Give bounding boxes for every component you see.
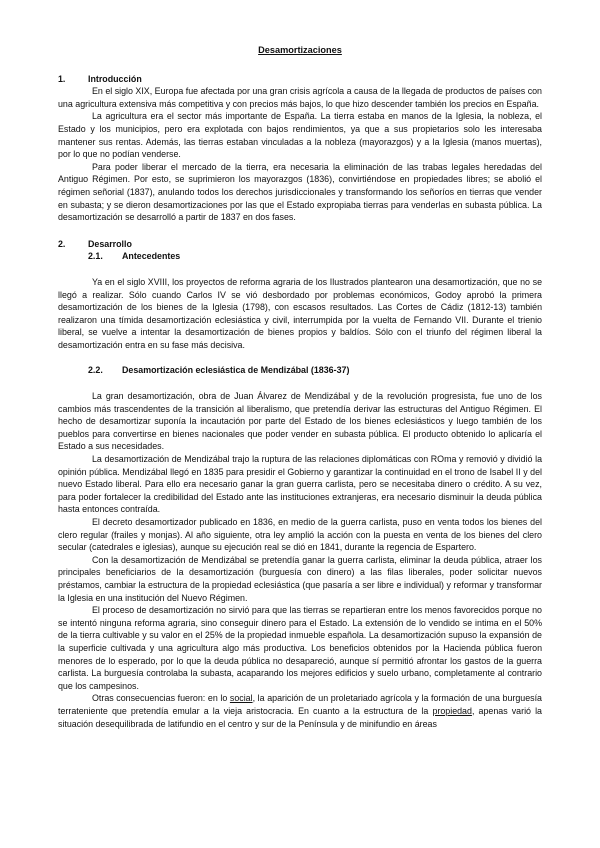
- link-social[interactable]: social: [229, 693, 253, 704]
- subsection-heading-antecedentes: [58, 250, 542, 263]
- section-title: Introducción: [88, 73, 142, 84]
- paragraph-consequences: [58, 692, 542, 730]
- subsection-heading-mendizabal: [58, 364, 542, 377]
- section-heading-introduccion: [58, 73, 542, 86]
- paragraph: La gran desamortización, obra de Juan Álvarez de Mendizábal y de la revolución progresista, fue uno de los cambios más trascendentes de la transición al liberalismo, que pretendía derivar las estructuras del Antiguo Régimen. El hecho de desamortizar suponía la incautación por parte del Estado de los bienes eclesiásticos y luego también de los pueblos para convertirse en bienes nacionales que poder vender en subasta pública. El producto obtenido lo aplicaría el Estado a sus necesidades.: [58, 391, 542, 452]
- section-number: 2.: [58, 238, 66, 249]
- subsection-title: Antecedentes: [122, 251, 181, 262]
- subsection-title: Desamortización eclesiástica de Mendizábal (1836-37): [122, 365, 350, 376]
- paragraph: La agricultura era el sector más importante de España. La tierra estaba en manos de la Iglesia, la nobleza, el Estado y los municipios, pero era explotada con bajos rendimientos, ya que a sus propietarios solo les interesaba mantener sus rentas. Además, las tierras estaban vinculadas a la nobleza (mayorazgos) y a la Iglesia (manos muertas), por lo que no podían venderse.: [58, 111, 542, 160]
- paragraph: El decreto desamortizador publicado en 1836, en medio de la guerra carlista, puso en venta todos los bienes del clero regular (frailes y monjas). Al año siguiente, otra ley amplió la acción con la puesta en venta de los bienes del clero secular (catedrales e iglesias), aunque su ejecución real se dió en 1841, durante la regencia de Espartero.: [58, 517, 542, 553]
- text-run: Otras consecuencias fueron: en lo: [92, 693, 230, 704]
- paragraph: En el siglo XIX, Europa fue afectada por una gran crisis agrícola a causa de la llegada de productos de países con una agricultura extensiva más competitiva y con precios más bajos, lo que hizo descender también los precios en España.: [58, 86, 542, 109]
- subsection-number: 2.1.: [88, 251, 103, 262]
- paragraph: Con la desamortización de Mendizábal se pretendía ganar la guerra carlista, eliminar la deuda pública, atraer los principales beneficiarios de la desamortización (burguesía con dinero) a las filas liberales, poder solicitar nuevos préstamos, cambiar la estructura de la propiedad eclesiástica (que pasaría a ser libre e individual) y reformar y transformar la Iglesia en una institución del Nuevo Régimen.: [58, 554, 542, 603]
- subsection-number: 2.2.: [88, 365, 103, 376]
- paragraph: Para poder liberar el mercado de la tierra, era necesaria la eliminación de las trabas legales heredadas del Antiguo Régimen. Por esto, se suprimieron los mayorazgos (1836), convirtiéndose en propiedades libres; se abolió el régimen señorial (1837), anulando todos los derechos jurisdiccionales y transformando los señoríos en tierras que vender en subasta; y se dieron desamortizaciones por las que el Estado expropiaba tierras para venderlas en subasta pública. La desamortización se desarrolló a partir de 1837 en dos fases.: [58, 161, 542, 223]
- section-heading-desarrollo: [58, 238, 542, 251]
- link-propiedad[interactable]: propiedad: [432, 705, 472, 716]
- text-run: , apenas varió la situación desequilibrada de latifundio en el centro y sur de la Península y de minifundio en áreas: [58, 705, 542, 729]
- section-number: 1.: [58, 73, 66, 84]
- paragraph: La desamortización de Mendizábal trajo la ruptura de las relaciones diplomáticas con ROma y removió y dividió la opinión pública. Mendizábal llegó en 1835 para presidir el Gobierno y garantizar la continuidad en el trono de Isabel II y del nuevo Estado liberal. Para ello era necesario ganar la gran guerra carlista, pero se necesitaba dinero o crédito. A su vez, para poder fortalecer la credibilidad del Estado ante las instituciones extranjeras, era necesario disminuir la deuda pública hasta entonces contraída.: [58, 454, 542, 515]
- section-title: Desarrollo: [88, 238, 132, 249]
- text-run: , la aparición de un proletariado agrícola y la formación de una burguesía terrateniente que pretendía emular a la vieja aristocracia. En cuanto a la estructura de la: [58, 693, 542, 716]
- paragraph: Ya en el siglo XVIII, los proyectos de reforma agraria de los Ilustrados plantearon una desamortización, que no se llegó a realizar. Sólo cuando Carlos IV se vió desbordado por problemas económicos, Godoy aprobó la primera desamortización de los bienes de la Iglesia (1798), con escasos resultados. Las Cortes de Cádiz (1812-13) también realizaron una tímida desamortización eclesiástica y civil, interrumpida por la vuelta de Fernando VII. Durante el trienio liberal, se vuelve a intentar la desamortización de bienes propios y baldíos. Sólo con el triunfo del régimen liberal la desamortización entra en su fase más decisiva.: [58, 276, 542, 350]
- paragraph: El proceso de desamortización no sirvió para que las tierras se repartieran entre los menos favorecidos porque no se intentó ninguna reforma agraria, sino conseguir dinero para el Estado. La extensión de lo vendido se intima en el 50% de la tierra cultivable y su valor en el 25% de la propiedad inmueble española. La desamortización supuso la expansión de la superficie cultivada y una agricultura algo más productiva. Los beneficios obtenidos por la Hacienda pública fueron menores de lo esperado, por lo que la deuda pública no desapareció, aunque sí permitió afrontar los gastos de la guerra carlista. La burguesía controlaba la subasta, acaparando los mejores edificios y suelo urbano, completamente al contrario que los campesinos.: [58, 605, 542, 691]
- document-title: Desamortizaciones: [258, 45, 342, 55]
